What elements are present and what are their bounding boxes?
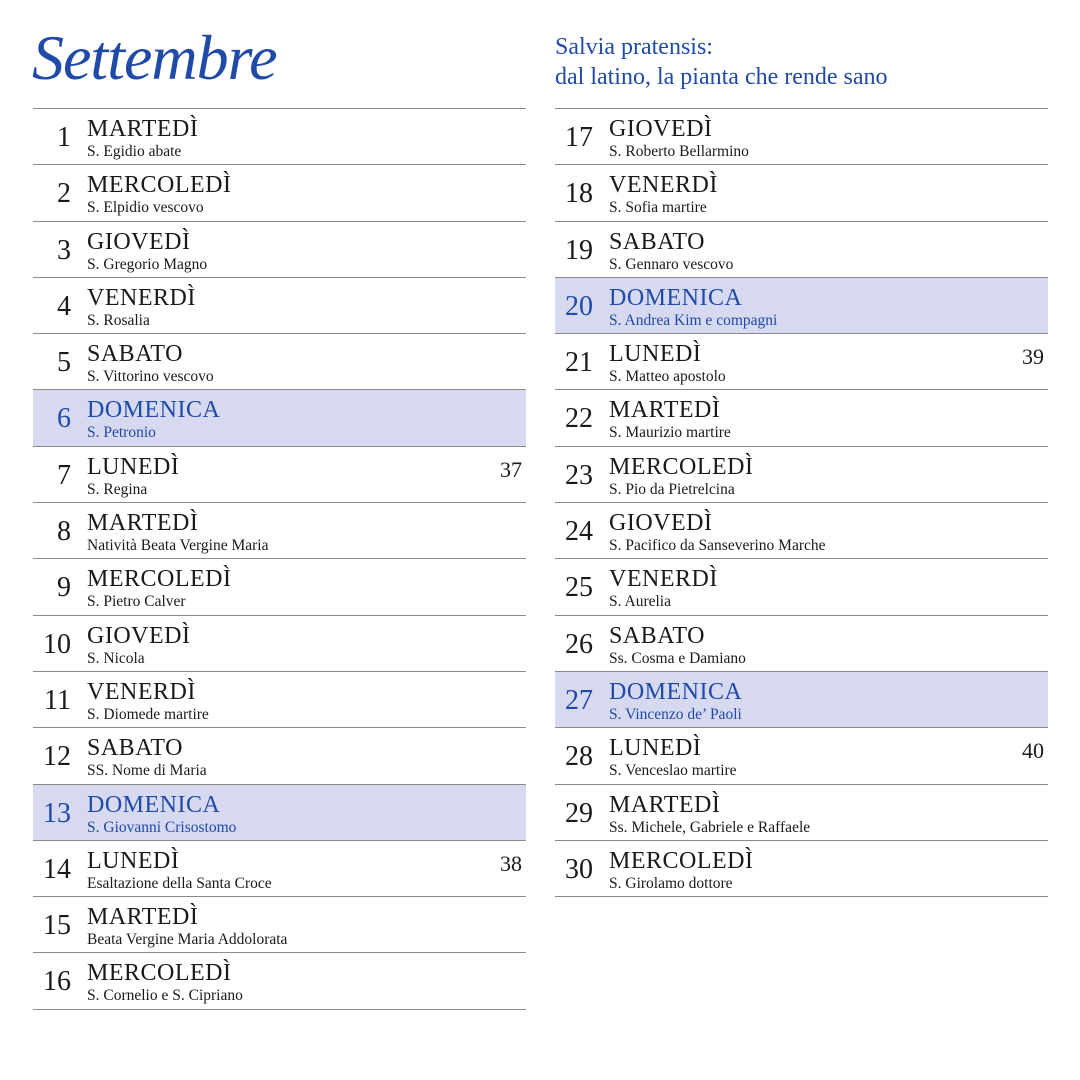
day-row (33, 277, 526, 333)
day-row (555, 108, 1048, 164)
day-number: 10 (43, 628, 71, 660)
day-number: 25 (565, 572, 593, 604)
weekday-name: LUNEDÌ (609, 341, 702, 368)
day-row (33, 840, 526, 896)
weekday-name: DOMENICA (609, 678, 743, 705)
weekday-name: MARTEDÌ (609, 791, 721, 818)
day-row (555, 671, 1048, 727)
saint-name: S. Girolamo dottore (609, 874, 733, 892)
saint-name: S. Nicola (87, 649, 145, 667)
day-number: 6 (57, 403, 71, 435)
weekday-name: MARTEDÌ (87, 510, 199, 537)
day-row (33, 727, 526, 783)
saint-name: S. Aurelia (609, 593, 671, 611)
day-row (555, 221, 1048, 277)
weekday-name: MARTEDÌ (87, 904, 199, 931)
day-number: 14 (43, 853, 71, 885)
saint-name: S. Rosalia (87, 311, 150, 329)
day-row (555, 164, 1048, 220)
day-number: 11 (44, 684, 71, 716)
saint-name: Natività Beata Vergine Maria (87, 537, 269, 555)
day-row (555, 277, 1048, 333)
day-number: 22 (565, 403, 593, 435)
day-row (33, 389, 526, 445)
saint-name: Esaltazione della Santa Croce (87, 874, 272, 892)
saint-name: S. Andrea Kim e compagni (609, 311, 778, 329)
day-number: 17 (565, 122, 593, 153)
day-number: 9 (57, 572, 71, 604)
day-row (33, 615, 526, 671)
weekday-name: MERCOLEDÌ (609, 453, 754, 480)
day-row (33, 784, 526, 840)
saint-name: S. Pacifico da Sanseverino Marche (609, 537, 826, 555)
day-number: 12 (43, 741, 71, 773)
day-number: 1 (57, 122, 71, 153)
weekday-name: LUNEDÌ (87, 453, 180, 480)
saint-name: S. Giovanni Crisostomo (87, 818, 237, 836)
day-number: 3 (57, 234, 71, 266)
day-number: 26 (565, 628, 593, 660)
weekday-name: MARTEDÌ (87, 116, 199, 142)
day-row (33, 896, 526, 952)
day-row (33, 558, 526, 614)
day-number: 16 (43, 966, 71, 998)
day-number: 30 (565, 853, 593, 885)
day-row (33, 502, 526, 558)
day-number: 15 (43, 910, 71, 942)
subtitle-line-2: dal latino, la pianta che rende sano (555, 64, 888, 90)
weekday-name: LUNEDÌ (87, 847, 180, 874)
weekday-name: DOMENICA (87, 791, 221, 818)
week-number: 39 (1022, 344, 1044, 370)
weekday-name: DOMENICA (87, 397, 221, 424)
weekday-name: GIOVEDÌ (87, 622, 191, 649)
day-number: 18 (565, 178, 593, 210)
saint-name: S. Petronio (87, 424, 156, 442)
day-number: 2 (57, 178, 71, 210)
weekday-name: MERCOLEDÌ (87, 172, 232, 199)
saint-name: S. Cornelio e S. Cipriano (87, 987, 243, 1005)
day-number: 7 (57, 459, 71, 491)
saint-name: S. Maurizio martire (609, 424, 731, 442)
day-row (555, 446, 1048, 502)
day-row (33, 446, 526, 502)
weekday-name: MARTEDÌ (609, 397, 721, 424)
weekday-name: SABATO (609, 622, 705, 649)
day-row (555, 389, 1048, 445)
day-number: 27 (565, 684, 593, 716)
day-row (33, 221, 526, 277)
day-number: 28 (565, 741, 593, 773)
saint-name: S. Diomede martire (87, 705, 209, 723)
saint-name: S. Pio da Pietrelcina (609, 480, 735, 498)
week-number: 37 (500, 456, 522, 482)
day-row (33, 108, 526, 164)
day-row (33, 333, 526, 389)
weekday-name: SABATO (87, 735, 183, 762)
weekday-name: GIOVEDÌ (609, 116, 713, 142)
days-column-left (33, 108, 526, 1010)
weekday-name: SABATO (87, 341, 183, 368)
day-row (555, 840, 1048, 897)
weekday-name: LUNEDÌ (609, 735, 702, 762)
day-number: 4 (57, 290, 71, 322)
saint-name: S. Sofia martire (609, 199, 707, 217)
saint-name: S. Roberto Bellarmino (609, 143, 749, 160)
saint-name: S. Regina (87, 480, 148, 498)
weekday-name: MERCOLEDÌ (609, 847, 754, 874)
weekday-name: GIOVEDÌ (87, 228, 191, 255)
saint-name: Ss. Cosma e Damiano (609, 649, 746, 667)
days-column-right (555, 108, 1048, 897)
day-number: 29 (565, 797, 593, 829)
saint-name: S. Vittorino vescovo (87, 368, 214, 386)
day-row (33, 164, 526, 220)
day-row (555, 615, 1048, 671)
weekday-name: VENERDÌ (87, 284, 196, 311)
saint-name: S. Egidio abate (87, 143, 182, 160)
day-row (555, 558, 1048, 614)
saint-name: Ss. Michele, Gabriele e Raffaele (609, 818, 811, 836)
weekday-name: VENERDÌ (609, 172, 718, 199)
weekday-name: GIOVEDÌ (609, 510, 713, 537)
day-number: 5 (57, 347, 71, 379)
day-number: 20 (565, 290, 593, 322)
subtitle-line-1: Salvia pratensis: (555, 34, 713, 60)
weekday-name: VENERDÌ (87, 678, 196, 705)
saint-name: S. Venceslao martire (609, 762, 737, 780)
saint-name: SS. Nome di Maria (87, 762, 207, 780)
weekday-name: MERCOLEDÌ (87, 566, 232, 593)
plant-subtitle (555, 32, 888, 92)
day-number: 21 (565, 347, 593, 379)
day-number: 23 (565, 459, 593, 491)
saint-name: S. Elpidio vescovo (87, 199, 204, 217)
weekday-name: VENERDÌ (609, 566, 718, 593)
saint-name: S. Matteo apostolo (609, 368, 726, 386)
weekday-name: SABATO (609, 228, 705, 255)
day-number: 19 (565, 234, 593, 266)
saint-name: S. Gennaro vescovo (609, 255, 734, 273)
saint-name: S. Gregorio Magno (87, 255, 208, 273)
day-number: 24 (565, 516, 593, 548)
day-number: 8 (57, 516, 71, 548)
day-row (555, 784, 1048, 840)
saint-name: Beata Vergine Maria Addolorata (87, 931, 288, 949)
saint-name: S. Vincenzo de’ Paoli (609, 705, 742, 723)
week-number: 38 (500, 850, 522, 876)
saint-name: S. Pietro Calver (87, 593, 186, 611)
day-row (33, 952, 526, 1009)
weekday-name: DOMENICA (609, 284, 743, 311)
day-number: 13 (43, 797, 71, 829)
day-row (555, 333, 1048, 389)
day-row (33, 671, 526, 727)
weekday-name: MERCOLEDÌ (87, 960, 232, 987)
day-row (555, 502, 1048, 558)
week-number: 40 (1022, 738, 1044, 764)
day-row (555, 727, 1048, 783)
month-title: Settembre (32, 22, 277, 93)
